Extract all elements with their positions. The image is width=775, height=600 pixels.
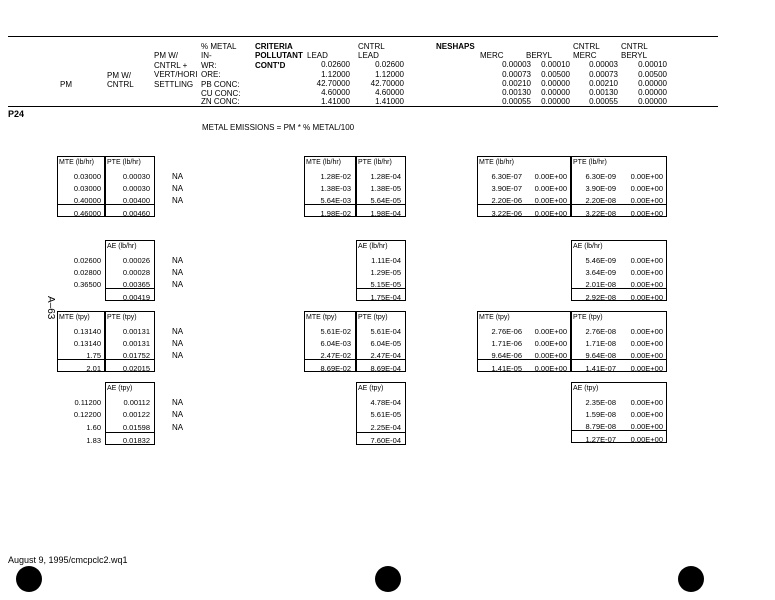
na-label: NA — [172, 327, 184, 336]
table-cell: 5.61E-02 — [320, 327, 351, 336]
header-value: 1.12000 — [375, 70, 404, 79]
header-value: 0.00000 — [541, 79, 570, 88]
table-header: AE (lb/hr) — [573, 243, 603, 250]
table-cell: 0.00E+00 — [630, 196, 663, 205]
hdr-contd: CONT'D — [255, 61, 286, 70]
table-cell: 3.90E-09 — [585, 184, 616, 193]
na-label: NA — [172, 184, 184, 193]
hdr-wr: WR: — [201, 61, 217, 70]
table-header: MTE (tpy) — [479, 314, 510, 321]
table-cell: 6.04E-05 — [370, 339, 401, 348]
table-cell: 0.00E+00 — [630, 410, 663, 419]
table-cell: 0.46000 — [73, 209, 101, 218]
table-cell: 8.69E-04 — [370, 364, 401, 373]
hdr-pmwc-3: VERT/HORI — [154, 70, 198, 79]
table-cell: 3.90E-07 — [491, 184, 522, 193]
table-cell: 8.69E-02 — [320, 364, 351, 373]
table-cell: 0.00E+00 — [534, 339, 567, 348]
table-cell: 2.76E-08 — [585, 327, 616, 336]
na-label: NA — [172, 172, 184, 181]
table-cell: 0.00026 — [122, 256, 150, 265]
table-cell: 0.02800 — [73, 268, 101, 277]
header-value: 0.00010 — [541, 60, 570, 69]
table-cell: 0.00E+00 — [534, 364, 567, 373]
table-cell: 0.00E+00 — [630, 209, 663, 218]
header-value: 0.00000 — [541, 97, 570, 106]
table-cell: 2.01 — [86, 364, 101, 373]
side-label: A–63 — [45, 296, 56, 320]
hdr-cntrl-beryl-1: CNTRL — [621, 42, 648, 51]
table-header: MTE (tpy) — [306, 314, 337, 321]
hdr-pct-metal: % METAL — [201, 42, 237, 51]
header-value: 0.00130 — [502, 88, 531, 97]
table-cell: 0.36500 — [73, 280, 101, 289]
header-value: 0.02600 — [321, 60, 350, 69]
table-cell: 1.41E-05 — [491, 364, 522, 373]
header-value: 0.02600 — [375, 60, 404, 69]
header-value: 4.60000 — [375, 88, 404, 97]
table-cell: 3.22E-06 — [491, 209, 522, 218]
table-cell: 2.20E-08 — [585, 196, 616, 205]
header-value: 0.00003 — [589, 60, 618, 69]
b4-left-total-rule — [105, 432, 155, 433]
header-value: 1.41000 — [375, 97, 404, 106]
table-cell: 2.47E-04 — [370, 351, 401, 360]
header-value: 1.41000 — [321, 97, 350, 106]
table-cell: 0.02600 — [73, 256, 101, 265]
table-cell: 0.01752 — [122, 351, 150, 360]
hdr-pmwc-2: CNTRL + — [154, 61, 188, 70]
table-cell: 0.00030 — [122, 184, 150, 193]
na-label: NA — [172, 423, 184, 432]
header-value: 0.00210 — [502, 79, 531, 88]
header-value: 0.00073 — [589, 70, 618, 79]
table-cell: 0.00460 — [122, 209, 150, 218]
na-label: NA — [172, 398, 184, 407]
table-cell: 0.00E+00 — [630, 280, 663, 289]
table-cell: 2.01E-08 — [585, 280, 616, 289]
hdr-beryl: BERYL — [526, 51, 553, 60]
binder-hole-center — [375, 566, 401, 592]
table-cell: 0.00131 — [122, 327, 150, 336]
table-cell: 1.28E-02 — [320, 172, 351, 181]
hdr-cntrl-beryl-2: BERYL — [621, 51, 648, 60]
table-header: MTE (lb/hr) — [479, 159, 514, 166]
table-cell: 0.00028 — [122, 268, 150, 277]
footer-file: August 9, 1995/cmcpclc2.wq1 — [8, 555, 128, 565]
table-cell: 7.60E-04 — [370, 436, 401, 445]
table-header: AE (lb/hr) — [358, 243, 388, 250]
header-value: 4.60000 — [321, 88, 350, 97]
table-cell: 2.76E-06 — [491, 327, 522, 336]
formula: METAL EMISSIONS = PM * % METAL/100 — [202, 123, 355, 132]
hdr-neshaps: NESHAPS — [436, 42, 475, 51]
header-value: 0.00000 — [638, 97, 667, 106]
hdr-in: IN- — [201, 51, 212, 60]
table-header: PTE (lb/hr) — [358, 159, 392, 166]
header-value: 0.00210 — [589, 79, 618, 88]
hdr-pb: PB CONC: — [201, 80, 240, 89]
table-cell: 4.78E-04 — [370, 398, 401, 407]
table-cell: 0.00E+00 — [630, 339, 663, 348]
table-cell: 6.30E-07 — [491, 172, 522, 181]
header-value: 1.12000 — [321, 70, 350, 79]
header-value: 0.00000 — [638, 88, 667, 97]
table-cell: 0.00E+00 — [630, 435, 663, 444]
header-value: 0.00500 — [638, 70, 667, 79]
table-cell: 0.00122 — [122, 410, 150, 419]
header-value: 42.70000 — [316, 79, 350, 88]
header-value: 0.00055 — [502, 97, 531, 106]
na-label: NA — [172, 196, 184, 205]
na-label: NA — [172, 351, 184, 360]
hdr-cntrl-lead-2: LEAD — [358, 51, 379, 60]
table-cell: 1.83 — [86, 436, 101, 445]
table-header: PTE (tpy) — [107, 314, 137, 321]
hdr-pm-w-cntrl-1: PM W/ — [107, 71, 131, 80]
table-cell: 0.13140 — [73, 327, 101, 336]
hdr-cntrl-lead-1: CNTRL — [358, 42, 385, 51]
table-cell: 0.00030 — [122, 172, 150, 181]
hdr-cu: CU CONC: — [201, 89, 241, 98]
table-cell: 1.75 — [86, 351, 101, 360]
table-cell: 1.27E-07 — [585, 435, 616, 444]
table-cell: 9.64E-06 — [491, 351, 522, 360]
table-cell: 5.15E-05 — [370, 280, 401, 289]
hdr-pmwc-1: PM W/ — [154, 51, 178, 60]
table-cell: 0.00E+00 — [630, 256, 663, 265]
na-label: NA — [172, 410, 184, 419]
table-cell: 1.98E-04 — [370, 209, 401, 218]
table-cell: 0.00E+00 — [534, 196, 567, 205]
table-cell: 0.00E+00 — [534, 184, 567, 193]
header-value: 0.00000 — [638, 79, 667, 88]
table-cell: 0.00419 — [122, 293, 150, 302]
table-cell: 0.00E+00 — [630, 268, 663, 277]
table-cell: 0.00E+00 — [630, 184, 663, 193]
table-header: AE (tpy) — [107, 385, 133, 392]
hdr-merc: MERC — [480, 51, 504, 60]
hdr-zn: ZN CONC: — [201, 97, 240, 106]
na-label: NA — [172, 268, 184, 277]
table-cell: 3.22E-08 — [585, 209, 616, 218]
table-cell: 0.00E+00 — [630, 351, 663, 360]
hdr-pmwc-4: SETTLING — [154, 80, 194, 89]
table-cell: 0.00E+00 — [534, 172, 567, 181]
table-cell: 6.04E-03 — [320, 339, 351, 348]
table-cell: 2.92E-08 — [585, 293, 616, 302]
na-label: NA — [172, 339, 184, 348]
hdr-lead: LEAD — [307, 51, 328, 60]
hdr-pollutant: POLLUTANT — [255, 51, 303, 60]
table-cell: 2.47E-02 — [320, 351, 351, 360]
table-cell: 1.71E-06 — [491, 339, 522, 348]
page-id: P24 — [8, 109, 25, 119]
table-cell: 1.11E-04 — [371, 256, 401, 265]
table-cell: 1.28E-04 — [370, 172, 401, 181]
table-cell: 0.02015 — [122, 364, 150, 373]
table-cell: 3.64E-09 — [585, 268, 616, 277]
table-cell: 1.41E-07 — [585, 364, 616, 373]
table-header: MTE (lb/hr) — [306, 159, 341, 166]
table-cell: 0.00400 — [122, 196, 150, 205]
table-cell: 2.25E-04 — [370, 423, 401, 432]
table-cell: 0.40000 — [73, 196, 101, 205]
table-cell: 1.98E-02 — [320, 209, 351, 218]
top-rule — [8, 36, 718, 37]
table-header: PTE (lb/hr) — [107, 159, 141, 166]
table-cell: 0.00E+00 — [534, 351, 567, 360]
header-value: 0.00000 — [541, 88, 570, 97]
hdr-criteria: CRITERIA — [255, 42, 293, 51]
header-value: 0.00073 — [502, 70, 531, 79]
table-header: PTE (tpy) — [358, 314, 388, 321]
table-cell: 0.00112 — [123, 398, 150, 407]
table-cell: 1.71E-08 — [585, 339, 616, 348]
table-header: PTE (tpy) — [573, 314, 603, 321]
table-cell: 1.29E-05 — [370, 268, 401, 277]
table-cell: 5.46E-09 — [585, 256, 616, 265]
table-header: MTE (lb/hr) — [59, 159, 94, 166]
header-value: 0.00130 — [589, 88, 618, 97]
hdr-pm-w-cntrl-2: CNTRL — [107, 80, 134, 89]
section-rule — [8, 106, 718, 107]
table-cell: 1.38E-05 — [370, 184, 401, 193]
binder-hole-right — [678, 566, 704, 592]
table-cell: 5.64E-05 — [370, 196, 401, 205]
na-label: NA — [172, 256, 184, 265]
table-cell: 5.64E-03 — [320, 196, 351, 205]
table-cell: 0.11200 — [74, 398, 101, 407]
table-cell: 0.00E+00 — [630, 364, 663, 373]
hdr-cntrl-merc-2: MERC — [573, 51, 597, 60]
table-cell: 0.00E+00 — [630, 398, 663, 407]
table-cell: 0.03000 — [73, 184, 101, 193]
na-label: NA — [172, 280, 184, 289]
table-cell: 0.00E+00 — [630, 327, 663, 336]
header-value: 0.00010 — [638, 60, 667, 69]
table-cell: 0.00E+00 — [534, 209, 567, 218]
hdr-ore: ORE: — [201, 70, 221, 79]
table-cell: 0.00E+00 — [534, 327, 567, 336]
hdr-cntrl-merc-1: CNTRL — [573, 42, 600, 51]
table-cell: 8.79E-08 — [585, 422, 616, 431]
table-cell: 6.30E-09 — [585, 172, 616, 181]
table-cell: 1.38E-03 — [320, 184, 351, 193]
header-value: 0.00003 — [502, 60, 531, 69]
table-cell: 2.20E-06 — [491, 196, 522, 205]
table-cell: 0.00131 — [122, 339, 150, 348]
header-value: 0.00500 — [541, 70, 570, 79]
table-cell: 9.64E-08 — [585, 351, 616, 360]
table-cell: 0.12200 — [73, 410, 101, 419]
table-cell: 1.60 — [86, 423, 101, 432]
table-cell: 0.00E+00 — [630, 172, 663, 181]
table-header: AE (lb/hr) — [107, 243, 137, 250]
table-header: AE (tpy) — [573, 385, 599, 392]
table-cell: 1.59E-08 — [585, 410, 616, 419]
table-cell: 0.01832 — [122, 436, 150, 445]
table-cell: 0.01598 — [122, 423, 150, 432]
b4-mid-total-rule — [356, 432, 406, 433]
table-cell: 0.00E+00 — [630, 293, 663, 302]
binder-hole-left — [16, 566, 42, 592]
table-cell: 0.13140 — [73, 339, 101, 348]
header-value: 42.70000 — [370, 79, 404, 88]
hdr-pm: PM — [60, 80, 72, 89]
table-cell: 2.35E-08 — [585, 398, 616, 407]
table-cell: 1.75E-04 — [370, 293, 401, 302]
table-cell: 0.03000 — [73, 172, 101, 181]
table-header: AE (tpy) — [358, 385, 384, 392]
table-cell: 0.00E+00 — [630, 422, 663, 431]
table-header: PTE (lb/hr) — [573, 159, 607, 166]
table-cell: 0.00365 — [122, 280, 150, 289]
table-cell: 5.61E-04 — [370, 327, 401, 336]
header-value: 0.00055 — [589, 97, 618, 106]
table-cell: 5.61E-05 — [370, 410, 401, 419]
table-header: MTE (tpy) — [59, 314, 90, 321]
